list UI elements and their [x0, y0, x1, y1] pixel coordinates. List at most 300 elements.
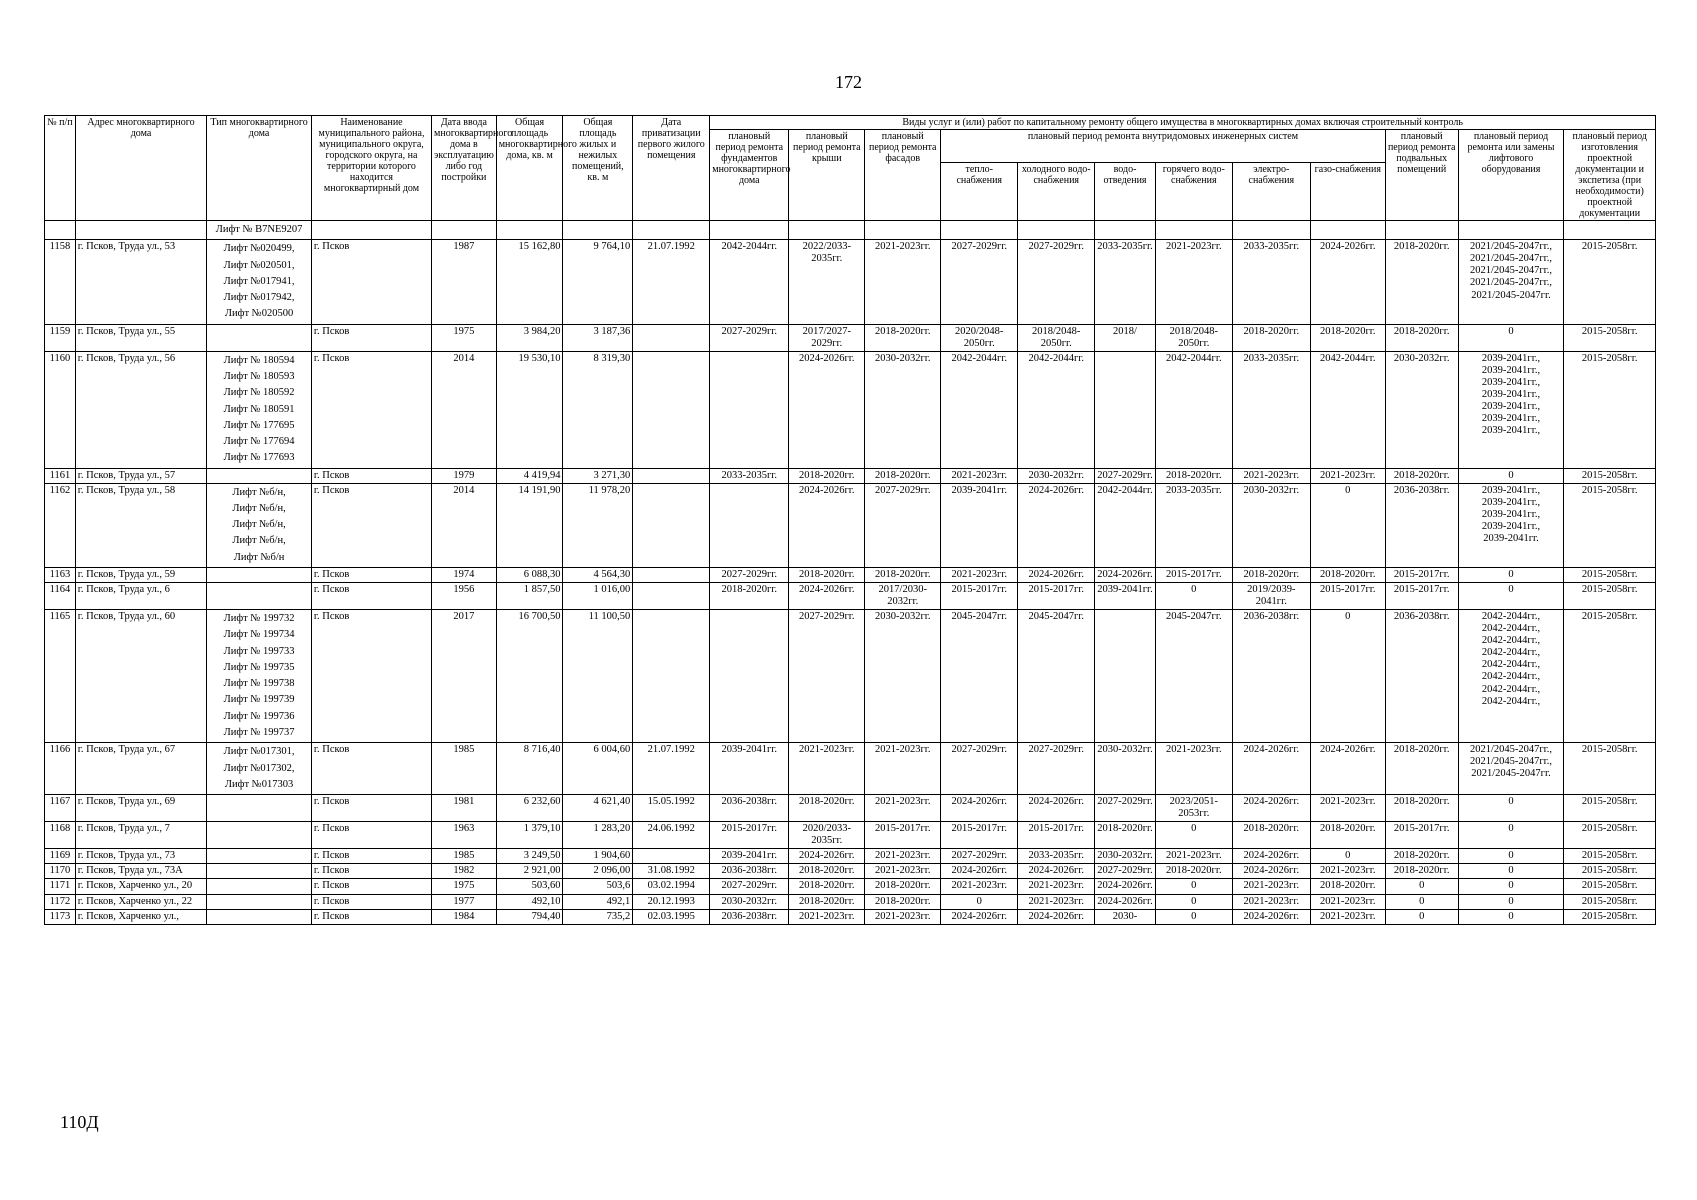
cell-design-docs: 2015-2058гг.	[1564, 583, 1656, 610]
header-address: Адрес многоквартирного дома	[75, 116, 206, 221]
cell-elevator	[1458, 610, 1564, 743]
cell-privatization-date	[633, 610, 710, 743]
cell-design-docs: 2015-2058гг.	[1564, 483, 1656, 567]
cell-total-area: 6 088,30	[496, 567, 563, 582]
cell-total-area: 4 419,94	[496, 468, 563, 483]
cell-address: г. Псков, Харченко ул.,	[75, 909, 206, 924]
cell-sewer: 2024-2026гг.	[1095, 879, 1156, 894]
cell-type	[207, 583, 312, 610]
cell-electric: 2019/2039-2041гг.	[1232, 583, 1310, 610]
cell-municipality: г. Псков	[311, 351, 431, 468]
cell-municipality: г. Псков	[311, 240, 431, 324]
cell-roof: 2024-2026гг.	[789, 351, 865, 468]
cell-elevator-line: 0	[1508, 850, 1514, 862]
cell-elevator-line: 2042-2044гг.,	[1481, 611, 1541, 623]
cell-sewer	[1095, 351, 1156, 468]
cell-roof: 2020/2033-2035гг.	[789, 822, 865, 849]
table-row	[45, 483, 1656, 567]
cell-basement: 2015-2017гг.	[1385, 567, 1458, 582]
cell-num: 1169	[45, 849, 76, 864]
cell-elevator-line: 2039-2041гг.,	[1481, 413, 1541, 425]
cell-gas: 2042-2044гг.	[1310, 351, 1385, 468]
cell-living-area: 503,6	[563, 879, 633, 894]
cell-privatization-date	[633, 583, 710, 610]
cell-type-line: Лифт №020501,	[223, 259, 295, 271]
cell-basement: 2036-2038гг.	[1385, 483, 1458, 567]
table-body	[45, 221, 1656, 925]
cell-roof: 2018-2020гг.	[789, 864, 865, 879]
header-foundation: плановый период ремонта фундаментов многоквартирного дома	[710, 130, 789, 221]
cell-privatization-date: 02.03.1995	[633, 909, 710, 924]
cell-electric: 2018-2020гг.	[1232, 567, 1310, 582]
cell-elevator-line: 2039-2041гг.	[1483, 532, 1539, 544]
cell-elevator-line: 2042-2044гг.,	[1481, 623, 1541, 635]
cell-elevator-line: 2021/2045-2047гг.,	[1469, 265, 1553, 277]
cell-cold-water: 2024-2026гг.	[1018, 483, 1095, 567]
cell-facade: 2018-2020гг.	[865, 468, 941, 483]
cell-year: 1956	[432, 583, 497, 610]
cell-design-docs: 2015-2058гг.	[1564, 864, 1656, 879]
cell-year: 1975	[432, 324, 497, 351]
cell-heat: 2021-2023гг.	[941, 468, 1018, 483]
cell-elevator-line: 2039-2041гг.,	[1481, 352, 1541, 364]
cell-heat: 2027-2029гг.	[941, 849, 1018, 864]
cell-basement: 2015-2017гг.	[1385, 822, 1458, 849]
cell-facade: 2018-2020гг.	[865, 894, 941, 909]
cell-num: 1168	[45, 822, 76, 849]
cell-basement: 2036-2038гг.	[1385, 610, 1458, 743]
cell-type-line: Лифт №017941,	[223, 275, 295, 287]
cell-type-line: Лифт №б/н	[233, 551, 285, 563]
cell-facade: 2021-2023гг.	[865, 864, 941, 879]
cell-gas: 2018-2020гг.	[1310, 879, 1385, 894]
cell-design-docs	[1564, 221, 1656, 240]
cell-cold-water: 2033-2035гг.	[1018, 849, 1095, 864]
cell-address	[75, 221, 206, 240]
cell-address: г. Псков, Труда ул., 6	[75, 583, 206, 610]
cell-num: 1164	[45, 583, 76, 610]
cell-foundation: 2015-2017гг.	[710, 822, 789, 849]
cell-heat	[941, 221, 1018, 240]
cell-elevator-line: 2021/2045-2047гг.,	[1469, 241, 1553, 253]
cell-basement: 2018-2020гг.	[1385, 743, 1458, 795]
cell-year: 1985	[432, 743, 497, 795]
cell-electric: 2021-2023гг.	[1232, 879, 1310, 894]
cell-elevator	[1458, 795, 1564, 822]
cell-elevator	[1458, 240, 1564, 324]
header-works-group: Виды услуг и (или) работ по капитальному ремонту общего имущества в многоквартирных домах включая строительный контроль	[710, 116, 1656, 130]
cell-total-area: 492,10	[496, 894, 563, 909]
cell-living-area: 492,1	[563, 894, 633, 909]
cell-sewer: 2024-2026гг.	[1095, 894, 1156, 909]
cell-year: 1984	[432, 909, 497, 924]
cell-address: г. Псков, Труда ул., 73	[75, 849, 206, 864]
cell-address: г. Псков, Труда ул., 69	[75, 795, 206, 822]
cell-hot-water: 0	[1155, 583, 1232, 610]
table-row	[45, 324, 1656, 351]
cell-elevator-line: 2039-2041гг.,	[1481, 508, 1541, 520]
cell-basement	[1385, 221, 1458, 240]
header-heat: тепло-снабжения	[941, 162, 1018, 220]
cell-type-line: Лифт № 180593	[223, 370, 295, 382]
cell-electric: 2024-2026гг.	[1232, 743, 1310, 795]
cell-electric: 2036-2038гг.	[1232, 610, 1310, 743]
cell-municipality: г. Псков	[311, 610, 431, 743]
cell-elevator-line: 2042-2044гг.,	[1481, 695, 1541, 707]
cell-basement: 2018-2020гг.	[1385, 864, 1458, 879]
cell-type-line: Лифт № 180592	[223, 387, 295, 399]
cell-design-docs: 2015-2058гг.	[1564, 795, 1656, 822]
header-municipality: Наименование муниципального района, муниципального округа, городского округа, на территории которого находится многоквартирный дом	[311, 116, 431, 221]
cell-gas: 2024-2026гг.	[1310, 240, 1385, 324]
cell-type-line: Лифт №017942,	[223, 292, 295, 304]
cell-foundation: 2027-2029гг.	[710, 879, 789, 894]
cell-municipality	[311, 221, 431, 240]
cell-living-area: 4 564,30	[563, 567, 633, 582]
cell-sewer: 2018-2020гг.	[1095, 822, 1156, 849]
cell-type-line: Лифт № 199738	[223, 678, 295, 690]
cell-hot-water: 2042-2044гг.	[1155, 351, 1232, 468]
cell-num: 1173	[45, 909, 76, 924]
header-electric: электро-снабжения	[1232, 162, 1310, 220]
cell-type	[207, 864, 312, 879]
cell-municipality: г. Псков	[311, 909, 431, 924]
cell-hot-water: 0	[1155, 894, 1232, 909]
cell-heat: 2020/2048-2050гг.	[941, 324, 1018, 351]
cell-total-area: 6 232,60	[496, 795, 563, 822]
cell-type	[207, 221, 312, 240]
cell-elevator-line: 2042-2044гг.,	[1481, 683, 1541, 695]
cell-privatization-date: 03.02.1994	[633, 879, 710, 894]
cell-elevator	[1458, 849, 1564, 864]
cell-basement: 2030-2032гг.	[1385, 351, 1458, 468]
cell-elevator-line: 2021/2045-2047гг.	[1471, 768, 1551, 780]
cell-privatization-date: 31.08.1992	[633, 864, 710, 879]
cell-gas: 2018-2020гг.	[1310, 324, 1385, 351]
cell-type	[207, 909, 312, 924]
cell-facade: 2015-2017гг.	[865, 822, 941, 849]
cell-privatization-date: 15.05.1992	[633, 795, 710, 822]
cell-type	[207, 324, 312, 351]
cell-hot-water: 2033-2035гг.	[1155, 483, 1232, 567]
cell-year	[432, 221, 497, 240]
cell-address: г. Псков, Труда ул., 67	[75, 743, 206, 795]
cell-foundation	[710, 351, 789, 468]
header-engineering-group: плановый период ремонта внутридомовых инженерных систем	[941, 130, 1386, 163]
cell-elevator-line: 0	[1508, 865, 1514, 877]
cell-foundation	[710, 221, 789, 240]
cell-design-docs: 2015-2058гг.	[1564, 894, 1656, 909]
cell-elevator-line: 2039-2041гг.,	[1481, 520, 1541, 532]
cell-num: 1166	[45, 743, 76, 795]
cell-year: 1975	[432, 879, 497, 894]
cell-address: г. Псков, Труда ул., 55	[75, 324, 206, 351]
cell-heat: 2021-2023гг.	[941, 567, 1018, 582]
cell-electric: 2018-2020гг.	[1232, 324, 1310, 351]
cell-type-line: Лифт № 199732	[223, 613, 295, 625]
cell-design-docs: 2015-2058гг.	[1564, 849, 1656, 864]
page-number: 172	[835, 72, 862, 92]
cell-num: 1158	[45, 240, 76, 324]
cell-elevator-line: 2021/2045-2047гг.,	[1469, 756, 1553, 768]
cell-facade: 2021-2023гг.	[865, 909, 941, 924]
cell-elevator-line: 0	[1508, 823, 1514, 835]
cell-elevator-line: 2039-2041гг.,	[1481, 364, 1541, 376]
cell-elevator	[1458, 879, 1564, 894]
cell-num: 1165	[45, 610, 76, 743]
cell-sewer: 2033-2035гг.	[1095, 240, 1156, 324]
cell-total-area: 1 857,50	[496, 583, 563, 610]
cell-basement: 2018-2020гг.	[1385, 849, 1458, 864]
cell-type-line: Лифт №017303	[224, 778, 294, 790]
cell-elevator	[1458, 743, 1564, 795]
cell-privatization-date: 24.06.1992	[633, 822, 710, 849]
cell-total-area: 794,40	[496, 909, 563, 924]
cell-total-area: 2 921,00	[496, 864, 563, 879]
header-basement: плановый период ремонта подвальных помещений	[1385, 130, 1458, 221]
cell-hot-water: 0	[1155, 879, 1232, 894]
cell-address: г. Псков, Труда ул., 73А	[75, 864, 206, 879]
cell-basement: 0	[1385, 909, 1458, 924]
cell-total-area: 1 379,10	[496, 822, 563, 849]
cell-foundation: 2039-2041гг.	[710, 743, 789, 795]
cell-type	[207, 567, 312, 582]
cell-elevator-line: 2039-2041гг.,	[1481, 400, 1541, 412]
cell-type-line: Лифт № 199736	[223, 710, 295, 722]
cell-total-area: 14 191,90	[496, 483, 563, 567]
header-living-area: Общая площадь жилых и нежилых помещений, кв. м	[563, 116, 633, 221]
cell-elevator	[1458, 324, 1564, 351]
header-num: № п/п	[45, 116, 76, 221]
cell-living-area: 735,2	[563, 909, 633, 924]
cell-elevator-line: 2042-2044гг.,	[1481, 671, 1541, 683]
cell-type-line: Лифт №б/н,	[232, 502, 286, 514]
cell-type-line: Лифт № 177693	[223, 452, 295, 464]
cell-type-line: Лифт №017302,	[223, 762, 295, 774]
cell-elevator-line: 0	[1508, 880, 1514, 892]
cell-gas: 2021-2023гг.	[1310, 795, 1385, 822]
cell-municipality: г. Псков	[311, 894, 431, 909]
cell-year: 1981	[432, 795, 497, 822]
cell-type	[207, 849, 312, 864]
cell-roof: 2018-2020гг.	[789, 567, 865, 582]
table-row	[45, 583, 1656, 610]
header-privatization-date: Дата приватизации первого жилого помещения	[633, 116, 710, 221]
cell-num: 1172	[45, 894, 76, 909]
cell-hot-water: 2018-2020гг.	[1155, 864, 1232, 879]
header-type: Тип многоквартирного дома	[207, 116, 312, 221]
cell-type-line: Лифт № B7NE9207	[215, 224, 303, 235]
cell-gas: 2021-2023гг.	[1310, 909, 1385, 924]
cell-elevator-line: 0	[1508, 584, 1514, 596]
cell-type	[207, 822, 312, 849]
cell-cold-water: 2030-2032гг.	[1018, 468, 1095, 483]
cell-elevator	[1458, 894, 1564, 909]
cell-sewer	[1095, 221, 1156, 240]
cell-total-area: 19 530,10	[496, 351, 563, 468]
cell-address: г. Псков, Труда ул., 56	[75, 351, 206, 468]
cell-foundation: 2027-2029гг.	[710, 324, 789, 351]
cell-type	[207, 879, 312, 894]
cell-elevator-line: 2021/2045-2047гг.,	[1469, 744, 1553, 756]
cell-privatization-date	[633, 483, 710, 567]
cell-type	[207, 351, 312, 468]
header-roof: плановый период ремонта крыши	[789, 130, 865, 221]
cell-cold-water: 2042-2044гг.	[1018, 351, 1095, 468]
cell-gas: 2015-2017гг.	[1310, 583, 1385, 610]
cell-address: г. Псков, Труда ул., 57	[75, 468, 206, 483]
cell-num: 1160	[45, 351, 76, 468]
cell-num: 1170	[45, 864, 76, 879]
table-row	[45, 879, 1656, 894]
cell-electric: 2030-2032гг.	[1232, 483, 1310, 567]
cell-electric: 2033-2035гг.	[1232, 351, 1310, 468]
cell-municipality: г. Псков	[311, 583, 431, 610]
cell-elevator-line: 0	[1508, 469, 1514, 481]
cell-gas: 2021-2023гг.	[1310, 894, 1385, 909]
cell-type-line: Лифт № 180594	[223, 354, 295, 366]
cell-living-area: 1 283,20	[563, 822, 633, 849]
cell-type	[207, 743, 312, 795]
cell-heat: 2042-2044гг.	[941, 351, 1018, 468]
cell-facade	[865, 221, 941, 240]
cell-foundation: 2033-2035гг.	[710, 468, 789, 483]
cell-living-area: 2 096,00	[563, 864, 633, 879]
cell-electric: 2033-2035гг.	[1232, 240, 1310, 324]
cell-type-line: Лифт № 199737	[223, 727, 295, 739]
cell-design-docs: 2015-2058гг.	[1564, 909, 1656, 924]
cell-electric: 2024-2026гг.	[1232, 849, 1310, 864]
cell-heat: 2015-2017гг.	[941, 583, 1018, 610]
cell-type-line: Лифт № 199739	[223, 694, 295, 706]
cell-year: 1982	[432, 864, 497, 879]
cell-gas: 2024-2026гг.	[1310, 743, 1385, 795]
footer-code: 110Д	[60, 1112, 99, 1132]
cell-facade: 2021-2023гг.	[865, 743, 941, 795]
cell-address: г. Псков, Труда ул., 53	[75, 240, 206, 324]
cell-gas: 0	[1310, 483, 1385, 567]
cell-type	[207, 610, 312, 743]
cell-foundation: 2039-2041гг.	[710, 849, 789, 864]
cell-heat: 2024-2026гг.	[941, 909, 1018, 924]
cell-privatization-date	[633, 567, 710, 582]
cell-num: 1167	[45, 795, 76, 822]
cell-sewer	[1095, 610, 1156, 743]
capital-repair-table	[44, 115, 1656, 925]
cell-address: г. Псков, Труда ул., 7	[75, 822, 206, 849]
cell-hot-water	[1155, 221, 1232, 240]
cell-municipality: г. Псков	[311, 864, 431, 879]
cell-address: г. Псков, Труда ул., 58	[75, 483, 206, 567]
table-row	[45, 567, 1656, 582]
table-row	[45, 221, 1656, 240]
cell-foundation: 2036-2038гг.	[710, 864, 789, 879]
cell-elevator-line: 2039-2041гг.,	[1481, 484, 1541, 496]
cell-municipality: г. Псков	[311, 849, 431, 864]
cell-living-area: 9 764,10	[563, 240, 633, 324]
cell-roof: 2018-2020гг.	[789, 795, 865, 822]
cell-sewer: 2030-2032гг.	[1095, 849, 1156, 864]
cell-privatization-date: 20.12.1993	[633, 894, 710, 909]
cell-cold-water: 2021-2023гг.	[1018, 879, 1095, 894]
cell-type-line: Лифт № 177695	[223, 419, 295, 431]
cell-heat: 0	[941, 894, 1018, 909]
cell-elevator-line: 0	[1508, 895, 1514, 907]
cell-design-docs: 2015-2058гг.	[1564, 822, 1656, 849]
cell-facade: 2030-2032гг.	[865, 351, 941, 468]
cell-cold-water: 2021-2023гг.	[1018, 894, 1095, 909]
cell-cold-water: 2024-2026гг.	[1018, 864, 1095, 879]
cell-elevator-line: 2042-2044гг.,	[1481, 659, 1541, 671]
cell-address: г. Псков, Труда ул., 59	[75, 567, 206, 582]
cell-elevator	[1458, 468, 1564, 483]
cell-address: г. Псков, Труда ул., 60	[75, 610, 206, 743]
cell-sewer: 2027-2029гг.	[1095, 468, 1156, 483]
cell-hot-water: 2015-2017гг.	[1155, 567, 1232, 582]
cell-roof: 2021-2023гг.	[789, 743, 865, 795]
cell-num: 1159	[45, 324, 76, 351]
cell-roof: 2021-2023гг.	[789, 909, 865, 924]
cell-basement: 2018-2020гг.	[1385, 324, 1458, 351]
cell-cold-water: 2015-2017гг.	[1018, 822, 1095, 849]
cell-elevator	[1458, 864, 1564, 879]
cell-heat: 2021-2023гг.	[941, 879, 1018, 894]
cell-living-area: 11 100,50	[563, 610, 633, 743]
cell-sewer: 2039-2041гг.	[1095, 583, 1156, 610]
cell-cold-water	[1018, 221, 1095, 240]
cell-living-area: 3 187,36	[563, 324, 633, 351]
table-row	[45, 351, 1656, 468]
cell-year: 1987	[432, 240, 497, 324]
cell-roof: 2018-2020гг.	[789, 894, 865, 909]
cell-foundation: 2030-2032гг.	[710, 894, 789, 909]
cell-cold-water: 2024-2026гг.	[1018, 795, 1095, 822]
cell-elevator-line: 0	[1508, 910, 1514, 922]
cell-sewer: 2030-2032гг.	[1095, 743, 1156, 795]
cell-total-area: 15 162,80	[496, 240, 563, 324]
cell-roof: 2022/2033-2035гг.	[789, 240, 865, 324]
cell-gas: 2021-2023гг.	[1310, 468, 1385, 483]
cell-hot-water: 2021-2023гг.	[1155, 240, 1232, 324]
cell-living-area: 6 004,60	[563, 743, 633, 795]
cell-roof: 2017/2027-2029гг.	[789, 324, 865, 351]
cell-elevator-line: 2021/2045-2047гг.,	[1469, 253, 1553, 265]
cell-design-docs: 2015-2058гг.	[1564, 324, 1656, 351]
cell-hot-water: 2018/2048-2050гг.	[1155, 324, 1232, 351]
cell-total-area	[496, 221, 563, 240]
cell-address: г. Псков, Харченко ул., 20	[75, 879, 206, 894]
cell-type-line: Лифт № 199734	[223, 629, 295, 641]
cell-elevator-line: 2042-2044гг.,	[1481, 647, 1541, 659]
cell-living-area: 8 319,30	[563, 351, 633, 468]
cell-foundation: 2027-2029гг.	[710, 567, 789, 582]
cell-privatization-date	[633, 351, 710, 468]
cell-heat: 2027-2029гг.	[941, 240, 1018, 324]
cell-basement: 2018-2020гг.	[1385, 240, 1458, 324]
table-row	[45, 909, 1656, 924]
cell-type-line: Лифт № 180591	[223, 403, 295, 415]
cell-sewer: 2018/	[1095, 324, 1156, 351]
table-row	[45, 468, 1656, 483]
cell-design-docs: 2015-2058гг.	[1564, 879, 1656, 894]
cell-heat: 2024-2026гг.	[941, 795, 1018, 822]
cell-electric: 2024-2026гг.	[1232, 909, 1310, 924]
cell-municipality: г. Псков	[311, 483, 431, 567]
cell-roof: 2018-2020гг.	[789, 879, 865, 894]
header-elevator: плановый период ремонта или замены лифтового оборудования	[1458, 130, 1564, 221]
cell-total-area: 3 984,20	[496, 324, 563, 351]
cell-sewer: 2027-2029гг.	[1095, 795, 1156, 822]
